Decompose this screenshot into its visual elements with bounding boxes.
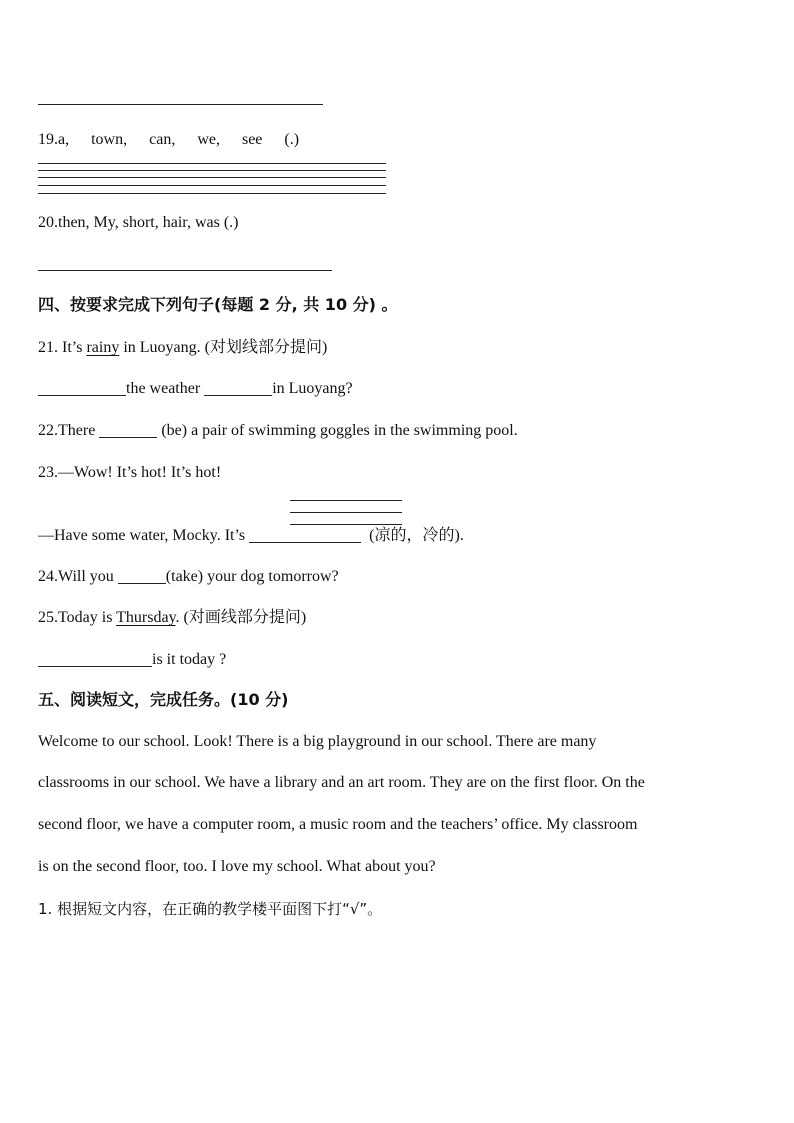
task-1-instruction: 1. 根据短文内容，在正确的教学楼平面图下打“√”。 bbox=[38, 900, 383, 918]
section-5-title: 五、阅读短文，完成任务。(10 分) bbox=[38, 690, 289, 709]
blank[interactable] bbox=[99, 421, 157, 438]
blank[interactable] bbox=[38, 650, 152, 667]
answer-line bbox=[38, 270, 332, 271]
question-23-line1: 23.—Wow! It’s hot! It’s hot! bbox=[38, 464, 222, 481]
question-prefix: 21. It’s bbox=[38, 339, 83, 356]
question-19 bbox=[38, 130, 299, 150]
question-suffix: (be) a pair of swimming goggles in the swimming pool. bbox=[161, 422, 518, 439]
word: (.) bbox=[284, 131, 300, 148]
answer-line bbox=[290, 512, 402, 513]
word: can, bbox=[149, 131, 176, 148]
blank[interactable] bbox=[118, 567, 166, 584]
question-25-answer bbox=[38, 650, 226, 670]
answer-line bbox=[290, 524, 402, 525]
answer-line bbox=[38, 170, 386, 171]
question-23-line2 bbox=[38, 526, 464, 546]
word: we, bbox=[197, 131, 220, 148]
question-25 bbox=[38, 608, 306, 628]
passage-line: is on the second floor, too. I love my school. What about you? bbox=[38, 858, 436, 875]
question-suffix: (take) your dog tomorrow? bbox=[165, 568, 339, 585]
question-prefix: 25.Today is bbox=[38, 609, 113, 626]
answer-line bbox=[38, 177, 386, 178]
blank[interactable] bbox=[204, 379, 272, 396]
answer-text: the weather bbox=[126, 380, 201, 397]
answer-line bbox=[290, 500, 402, 501]
answer-text: is it today ? bbox=[152, 651, 227, 668]
question-20: 20.then, My, short, hair, was (.) bbox=[38, 214, 239, 231]
question-suffix: (凉的，冷的). bbox=[369, 527, 464, 544]
answer-line bbox=[38, 163, 386, 164]
question-suffix: in Luoyang. (对划线部分提问) bbox=[123, 339, 328, 356]
question-21 bbox=[38, 338, 327, 358]
answer-line bbox=[38, 185, 386, 186]
underlined-word: rainy bbox=[86, 339, 120, 356]
question-24 bbox=[38, 567, 339, 587]
question-number: 19. bbox=[38, 131, 58, 148]
passage-line: classrooms in our school. We have a library and an art room. They are on the first floor. On the bbox=[38, 774, 645, 791]
answer-text: in Luoyang? bbox=[272, 380, 353, 397]
word: see bbox=[241, 131, 263, 148]
word: a, bbox=[58, 131, 70, 148]
question-22 bbox=[38, 421, 518, 441]
blank[interactable] bbox=[249, 526, 361, 543]
passage-line: Welcome to our school. Look! There is a big playground in our school. There are many bbox=[38, 733, 597, 750]
question-prefix: 22.There bbox=[38, 422, 96, 439]
word: town, bbox=[91, 131, 128, 148]
section-4-title: 四、按要求完成下列句子(每题 2 分, 共 10 分) 。 bbox=[38, 295, 398, 314]
blank[interactable] bbox=[38, 379, 126, 396]
question-suffix: . (对画线部分提问) bbox=[175, 609, 307, 626]
underlined-word: Thursday bbox=[116, 609, 176, 626]
question-prefix: —Have some water, Mocky. It’s bbox=[38, 527, 246, 544]
answer-line bbox=[38, 104, 323, 105]
question-prefix: 24.Will you bbox=[38, 568, 114, 585]
answer-line bbox=[38, 193, 386, 194]
passage-line: second floor, we have a computer room, a music room and the teachers’ office. My classroom bbox=[38, 816, 638, 833]
question-21-answer bbox=[38, 379, 353, 399]
